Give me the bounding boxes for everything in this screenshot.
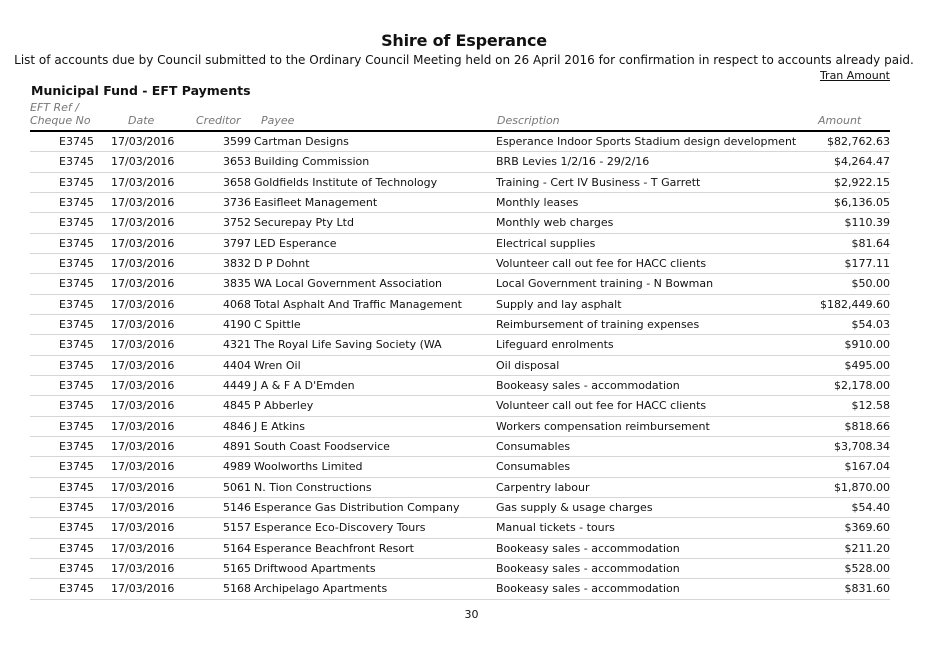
cell-ref: E3745 bbox=[59, 582, 94, 596]
cell-creditor: 3832 bbox=[223, 256, 251, 270]
cell-date: 17/03/2016 bbox=[111, 277, 175, 291]
cell-date: 17/03/2016 bbox=[111, 317, 175, 331]
cell-payee: Esperance Beachfront Resort bbox=[254, 541, 414, 555]
cell-date: 17/03/2016 bbox=[111, 460, 175, 474]
cell-description: Bookeasy sales - accommodation bbox=[496, 582, 680, 596]
cell-amount: $831.60 bbox=[844, 582, 890, 596]
page-subtitle: List of accounts due by Council submitted to the Ordinary Council Meeting held on 26 April 2016 for confirmation in respect to accounts already paid. bbox=[14, 53, 914, 67]
cell-amount: $495.00 bbox=[844, 358, 890, 372]
cell-creditor: 3658 bbox=[223, 175, 251, 189]
cell-creditor: 4846 bbox=[223, 419, 251, 433]
table-row bbox=[30, 539, 890, 559]
cell-payee: Wren Oil bbox=[254, 358, 301, 372]
cell-payee: Esperance Gas Distribution Company bbox=[254, 500, 460, 514]
cell-ref: E3745 bbox=[59, 358, 94, 372]
cell-ref: E3745 bbox=[59, 521, 94, 535]
cell-description: Supply and lay asphalt bbox=[496, 297, 622, 311]
cell-amount: $177.11 bbox=[844, 256, 890, 270]
cell-payee: LED Esperance bbox=[254, 236, 337, 250]
cell-date: 17/03/2016 bbox=[111, 399, 175, 413]
table-row bbox=[30, 478, 890, 498]
cell-amount: $182,449.60 bbox=[820, 297, 890, 311]
cell-payee: Woolworths Limited bbox=[254, 460, 363, 474]
cell-date: 17/03/2016 bbox=[111, 561, 175, 575]
cell-date: 17/03/2016 bbox=[111, 439, 175, 453]
cell-payee: Driftwood Apartments bbox=[254, 561, 376, 575]
cell-description: Local Government training - N Bowman bbox=[496, 277, 714, 291]
cell-date: 17/03/2016 bbox=[111, 480, 175, 494]
section-heading: Municipal Fund - EFT Payments bbox=[31, 83, 251, 98]
cell-amount: $50.00 bbox=[851, 277, 890, 291]
cell-amount: $2,922.15 bbox=[834, 175, 890, 189]
cell-payee: Building Commission bbox=[254, 155, 370, 169]
cell-payee: WA Local Government Association bbox=[254, 277, 443, 291]
cell-amount: $2,178.00 bbox=[834, 378, 890, 392]
cell-description: Monthly leases bbox=[496, 195, 579, 209]
cell-amount: $4,264.47 bbox=[834, 155, 890, 169]
table-row bbox=[30, 234, 890, 254]
cell-description: Consumables bbox=[496, 439, 571, 453]
cell-ref: E3745 bbox=[59, 256, 94, 270]
cell-description: Volunteer call out fee for HACC clients bbox=[496, 399, 707, 413]
table-row bbox=[30, 356, 890, 376]
cell-payee: Securepay Pty Ltd bbox=[254, 216, 354, 230]
cell-amount: $6,136.05 bbox=[834, 195, 890, 209]
cell-amount: $528.00 bbox=[844, 561, 890, 575]
cell-payee: South Coast Foodservice bbox=[254, 439, 390, 453]
cell-date: 17/03/2016 bbox=[111, 358, 175, 372]
cell-creditor: 3835 bbox=[223, 277, 251, 291]
table-row bbox=[30, 396, 890, 416]
payments-table bbox=[0, 132, 928, 600]
cell-amount: $12.58 bbox=[851, 399, 890, 413]
cell-payee: N. Tion Constructions bbox=[254, 480, 372, 494]
cell-ref: E3745 bbox=[59, 195, 94, 209]
table-row bbox=[30, 457, 890, 477]
cell-amount: $54.03 bbox=[851, 317, 890, 331]
cell-ref: E3745 bbox=[59, 135, 94, 148]
cell-description: Electrical supplies bbox=[496, 236, 596, 250]
cell-amount: $110.39 bbox=[844, 216, 890, 230]
cell-amount: $818.66 bbox=[844, 419, 890, 433]
cell-creditor: 3797 bbox=[223, 236, 251, 250]
table-row bbox=[30, 254, 890, 274]
cell-ref: E3745 bbox=[59, 419, 94, 433]
cell-date: 17/03/2016 bbox=[111, 338, 175, 352]
cell-ref: E3745 bbox=[59, 561, 94, 575]
column-header-creditor: Creditor bbox=[196, 114, 241, 127]
cell-description: BRB Levies 1/2/16 - 29/2/16 bbox=[496, 155, 650, 169]
cell-description: Bookeasy sales - accommodation bbox=[496, 378, 680, 392]
cell-ref: E3745 bbox=[59, 480, 94, 494]
cell-date: 17/03/2016 bbox=[111, 195, 175, 209]
cell-ref: E3745 bbox=[59, 236, 94, 250]
cell-description: Training - Cert IV Business - T Garrett bbox=[496, 175, 701, 189]
table-row bbox=[30, 173, 890, 193]
cell-payee: C Spittle bbox=[254, 317, 301, 331]
cell-description: Bookeasy sales - accommodation bbox=[496, 561, 680, 575]
cell-description: Manual tickets - tours bbox=[496, 521, 615, 535]
cell-ref: E3745 bbox=[59, 175, 94, 189]
cell-creditor: 3752 bbox=[223, 216, 251, 230]
table-row bbox=[30, 193, 890, 213]
table-row bbox=[30, 335, 890, 355]
column-header-payee: Payee bbox=[261, 114, 295, 127]
cell-date: 17/03/2016 bbox=[111, 135, 175, 148]
cell-ref: E3745 bbox=[59, 460, 94, 474]
table-row bbox=[30, 213, 890, 233]
cell-payee: P Abberley bbox=[254, 399, 314, 413]
table-row bbox=[30, 132, 890, 152]
cell-creditor: 4989 bbox=[223, 460, 251, 474]
cell-ref: E3745 bbox=[59, 439, 94, 453]
table-row bbox=[30, 315, 890, 335]
cell-amount: $369.60 bbox=[844, 521, 890, 535]
cell-payee: Goldfields Institute of Technology bbox=[254, 175, 438, 189]
cell-creditor: 5165 bbox=[223, 561, 251, 575]
table-row bbox=[30, 498, 890, 518]
table-row bbox=[30, 376, 890, 396]
cell-creditor: 4068 bbox=[223, 297, 251, 311]
cell-date: 17/03/2016 bbox=[111, 521, 175, 535]
table-row bbox=[30, 274, 890, 294]
cell-creditor: 5157 bbox=[223, 521, 251, 535]
cell-ref: E3745 bbox=[59, 155, 94, 169]
cell-creditor: 5168 bbox=[223, 582, 251, 596]
cell-description: Esperance Indoor Sports Stadium design development bbox=[496, 135, 797, 148]
cell-date: 17/03/2016 bbox=[111, 378, 175, 392]
cell-ref: E3745 bbox=[59, 277, 94, 291]
cell-amount: $81.64 bbox=[851, 236, 890, 250]
cell-ref: E3745 bbox=[59, 399, 94, 413]
cell-creditor: 4190 bbox=[223, 317, 251, 331]
table-row bbox=[30, 559, 890, 579]
cell-ref: E3745 bbox=[59, 378, 94, 392]
cell-description: Volunteer call out fee for HACC clients bbox=[496, 256, 707, 270]
cell-date: 17/03/2016 bbox=[111, 582, 175, 596]
cell-creditor: 5164 bbox=[223, 541, 251, 555]
cell-ref: E3745 bbox=[59, 500, 94, 514]
cell-amount: $910.00 bbox=[844, 338, 890, 352]
cell-description: Consumables bbox=[496, 460, 571, 474]
cell-payee: Cartman Designs bbox=[254, 135, 349, 148]
cell-description: Monthly web charges bbox=[496, 216, 614, 230]
cell-amount: $3,708.34 bbox=[834, 439, 890, 453]
page-number: 30 bbox=[464, 608, 479, 621]
cell-date: 17/03/2016 bbox=[111, 256, 175, 270]
cell-payee: Esperance Eco-Discovery Tours bbox=[254, 521, 426, 535]
cell-ref: E3745 bbox=[59, 338, 94, 352]
column-header-ref: EFT Ref / Cheque No bbox=[30, 101, 91, 127]
cell-payee: Total Asphalt And Traffic Management bbox=[254, 297, 462, 311]
cell-creditor: 3599 bbox=[223, 135, 251, 148]
cell-amount: $167.04 bbox=[844, 460, 890, 474]
cell-creditor: 4449 bbox=[223, 378, 251, 392]
cell-date: 17/03/2016 bbox=[111, 500, 175, 514]
tran-amount-label: Tran Amount bbox=[819, 69, 890, 82]
cell-ref: E3745 bbox=[59, 297, 94, 311]
cell-date: 17/03/2016 bbox=[111, 419, 175, 433]
cell-description: Workers compensation reimbursement bbox=[496, 419, 710, 433]
cell-ref: E3745 bbox=[59, 541, 94, 555]
cell-ref: E3745 bbox=[59, 317, 94, 331]
cell-date: 17/03/2016 bbox=[111, 216, 175, 230]
cell-creditor: 5146 bbox=[223, 500, 251, 514]
cell-description: Reimbursement of training expenses bbox=[496, 317, 700, 331]
cell-amount: $54.40 bbox=[851, 500, 890, 514]
cell-description: Carpentry labour bbox=[496, 480, 590, 494]
cell-creditor: 3736 bbox=[223, 195, 251, 209]
cell-creditor: 4891 bbox=[223, 439, 251, 453]
table-row bbox=[30, 295, 890, 315]
page-title: Shire of Esperance bbox=[381, 31, 547, 50]
column-header-amount: Amount bbox=[818, 114, 862, 127]
cell-amount: $211.20 bbox=[844, 541, 890, 555]
cell-date: 17/03/2016 bbox=[111, 236, 175, 250]
cell-creditor: 4404 bbox=[223, 358, 251, 372]
cell-date: 17/03/2016 bbox=[111, 155, 175, 169]
cell-description: Bookeasy sales - accommodation bbox=[496, 541, 680, 555]
cell-amount: $1,870.00 bbox=[834, 480, 890, 494]
table-row bbox=[30, 518, 890, 538]
cell-description: Oil disposal bbox=[496, 358, 560, 372]
table-row bbox=[30, 437, 890, 457]
cell-creditor: 5061 bbox=[223, 480, 251, 494]
cell-description: Gas supply & usage charges bbox=[496, 500, 653, 514]
cell-date: 17/03/2016 bbox=[111, 297, 175, 311]
table-row bbox=[30, 417, 890, 437]
cell-creditor: 4845 bbox=[223, 399, 251, 413]
cell-description: Lifeguard enrolments bbox=[496, 338, 614, 352]
column-header-date: Date bbox=[128, 114, 155, 127]
cell-payee: D P Dohnt bbox=[254, 256, 310, 270]
cell-date: 17/03/2016 bbox=[111, 541, 175, 555]
table-row bbox=[30, 579, 890, 599]
cell-payee: J A & F A D'Emden bbox=[254, 378, 355, 392]
cell-payee: Easifleet Management bbox=[254, 195, 378, 209]
cell-payee: Archipelago Apartments bbox=[254, 582, 388, 596]
table-row bbox=[30, 152, 890, 172]
cell-date: 17/03/2016 bbox=[111, 175, 175, 189]
cell-creditor: 3653 bbox=[223, 155, 251, 169]
cell-ref: E3745 bbox=[59, 216, 94, 230]
column-header-description: Description bbox=[497, 114, 560, 127]
cell-amount: $82,762.63 bbox=[827, 135, 890, 148]
cell-creditor: 4321 bbox=[223, 338, 251, 352]
cell-payee: The Royal Life Saving Society (WA bbox=[254, 338, 442, 352]
cell-payee: J E Atkins bbox=[254, 419, 305, 433]
